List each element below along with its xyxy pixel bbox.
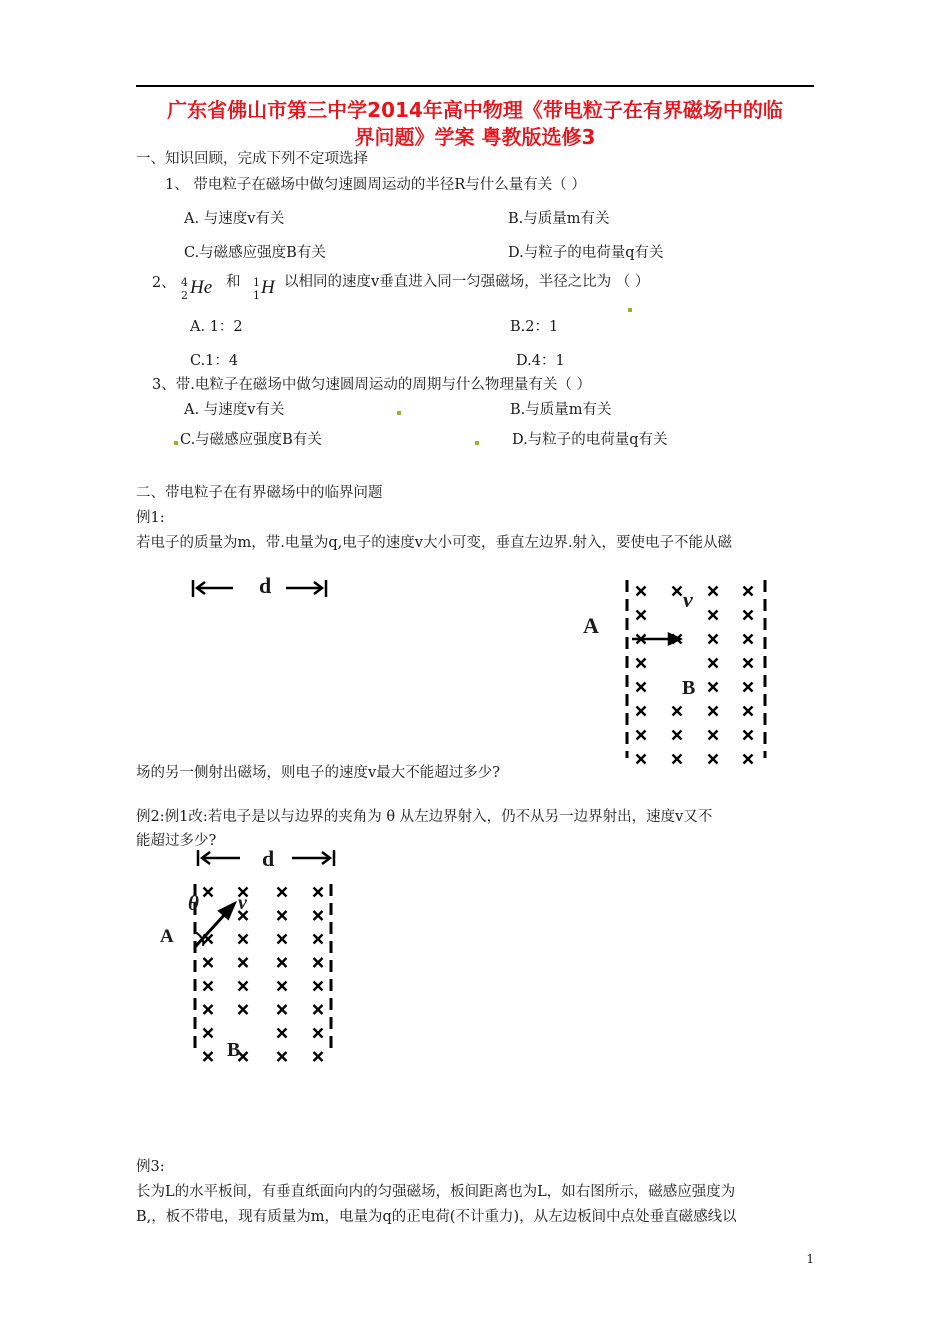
boundary-lines-2 <box>195 884 331 1050</box>
fig1-label-a: A <box>583 613 599 638</box>
q2-option-d: D.4：1 <box>516 353 565 369</box>
q1-option-d: D.与粒子的电荷量q有关 <box>508 245 664 261</box>
q1-stem: 1、 带电粒子在磁场中做匀速圆周运动的半径R与什么量有关（ ） <box>165 177 586 193</box>
q3-option-b: B.与质量m有关 <box>510 402 612 418</box>
velocity-arrow-2 <box>195 904 234 947</box>
q2-option-b: B.2：1 <box>510 319 559 335</box>
fig1-label-d: d <box>259 573 272 598</box>
q1-option-c: C.与磁感应强度B有关 <box>184 245 326 261</box>
h-symbol: H <box>261 277 275 298</box>
q2-option-a: A. 1：2 <box>190 319 243 335</box>
he-mass-number: 4 <box>181 276 188 289</box>
q2-and: 和 <box>226 274 241 290</box>
h-mass-number: 1 <box>253 276 260 289</box>
section1-heading: 一、知识回顾，完成下列不定项选择 <box>136 151 368 167</box>
example3-text-line1: 长为L的水平板间，有垂直纸面向内的匀强磁场，板间距离也为L，如右图所示，磁感应强度为 <box>136 1184 736 1200</box>
example1-text-line2: 场的另一侧射出磁场，则电子的速度v最大不能超过多少? <box>136 765 500 781</box>
example2-text-line2: 能超过多少? <box>136 833 217 849</box>
q1-option-b: B.与质量m有关 <box>508 211 610 227</box>
fig2-label-b: B <box>227 1039 241 1061</box>
q3-option-c: C.与磁感应强度B有关 <box>180 432 322 448</box>
example3-label: 例3: <box>136 1159 165 1175</box>
h-charge-number: 1 <box>253 289 260 302</box>
section2-heading: 二、带电粒子在有界磁场中的临界问题 <box>136 485 383 501</box>
page-number: 1 <box>806 1252 814 1266</box>
fig1-label-v: v <box>683 587 693 612</box>
example1-text-line1: 若电子的质量为m，带.电量为q,电子的速度v大小可变，垂直左边界.射入，要使电子不能从磁 <box>136 535 733 551</box>
fig2-label-v: v <box>238 892 247 914</box>
q1-option-a: A. 与速度v有关 <box>184 211 285 227</box>
q3-option-a: A. 与速度v有关 <box>184 402 285 418</box>
document-title-line2: 界问题》学案 粤教版选修3 <box>354 125 596 149</box>
fig2-label-d: d <box>262 846 275 871</box>
example2-text-line1: 例2:例1改:若电子是以与边界的夹角为 θ 从左边界射入，仍不从另一边界射出，速度v又不 <box>136 809 713 825</box>
he-symbol: He <box>190 277 213 298</box>
q3-option-d: D.与粒子的电荷量q有关 <box>512 432 668 448</box>
document-title-line1: 广东省佛山市第三中学2014年高中物理《带电粒子在有界磁场中的临 <box>167 98 783 122</box>
fig2-label-a: A <box>160 926 174 947</box>
example1-label: 例1: <box>136 510 165 526</box>
he-charge-number: 2 <box>181 289 188 302</box>
q2-option-c: C.1：4 <box>190 353 239 369</box>
q3-stem: 3、带.电粒子在磁场中做匀速圆周运动的周期与什么物理量有关（ ） <box>152 377 591 393</box>
fig2-label-theta: θ <box>188 891 199 915</box>
example3-text-line2: B,，板不带电，现有质量为m，电量为q的正电荷(不计重力)，从左边板间中点处垂直磁感线以 <box>136 1209 737 1225</box>
q2-number: 2、 <box>152 275 176 291</box>
q2-stem: 以相同的速度v垂直进入同一匀强磁场，半径之比为 （ ） <box>284 274 650 290</box>
fig1-label-b: B <box>682 677 696 699</box>
